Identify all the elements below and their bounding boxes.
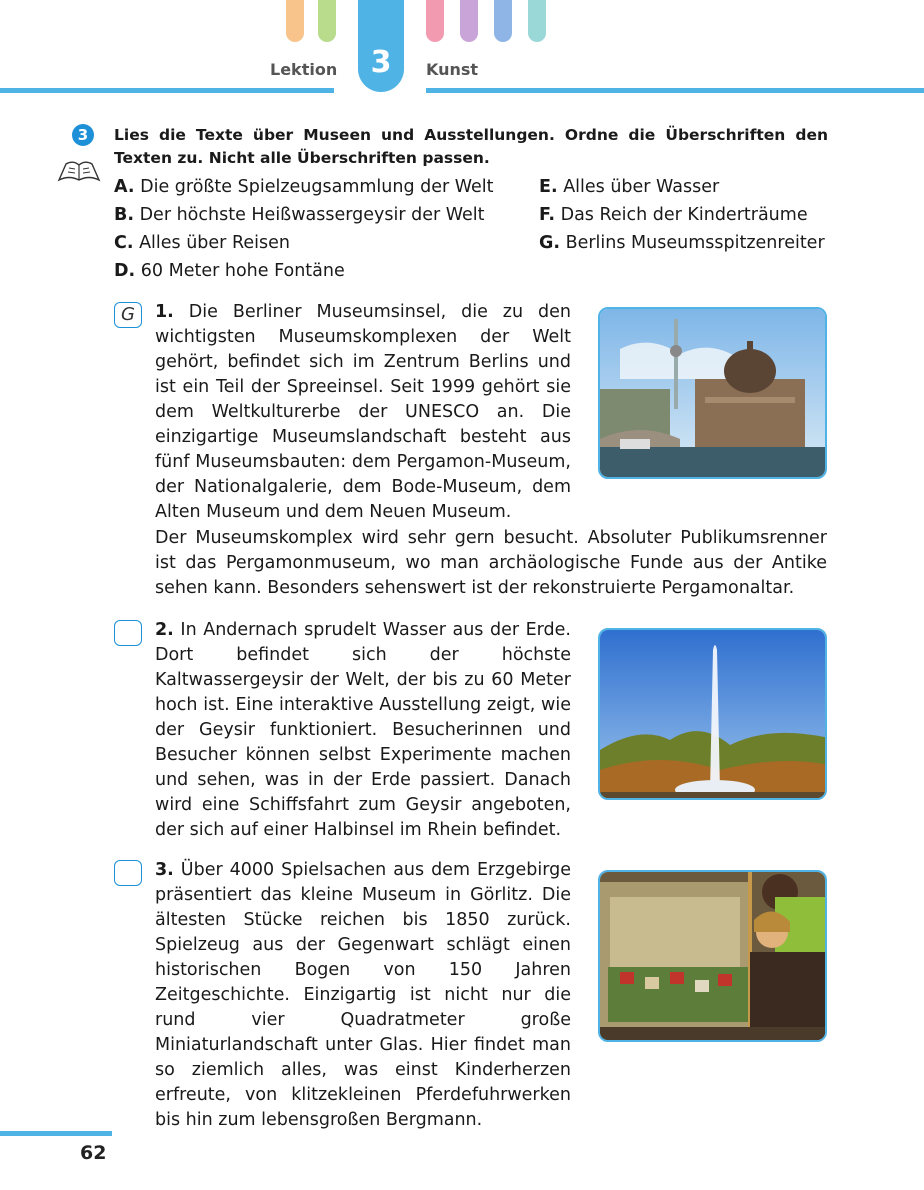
answer-box-2[interactable] — [114, 620, 142, 646]
lesson-number-badge: 3 — [358, 0, 404, 92]
headings-right — [539, 173, 825, 257]
header-tab-6 — [528, 0, 546, 42]
heading-item: E. Alles über Wasser — [539, 177, 720, 197]
geyser-photo — [598, 628, 827, 800]
page-number: 62 — [80, 1142, 107, 1164]
header-tab-5 — [494, 0, 512, 42]
header-tab-3 — [426, 0, 444, 42]
heading-item: A. Die größte Spielzeugsammlung der Welt — [114, 177, 494, 197]
heading-item: B. Der höchste Heißwassergeysir der Welt — [114, 205, 485, 225]
heading-item: D. 60 Meter hohe Fontäne — [114, 261, 345, 281]
header-line-left — [0, 88, 334, 93]
text-3-body: 3. Über 4000 Spielsachen aus dem Erzgebirge präsentiert das kleine Museum in Görlitz. Die ältesten Stücke reichen bis 1850 zurück. Spielzeug aus der Gegenwart schlägt einen historischen Bogen von 150 Jahren Zeitgeschichte. Einzigartig ist nicht nur die rund vier Quadratmeter große Miniaturlandschaft unter Glas. Hier findet man so ziemlich alles, was einst Kinderherzen erfreute, von klitzekleinen Pferdefuhrwerken bis hin zum lebensgroßen Bergmann. — [155, 860, 571, 1130]
header-tab-2 — [318, 0, 336, 42]
answer-box-3[interactable] — [114, 860, 142, 886]
text-1-continuation: Der Museumskomplex wird sehr gern besucht. Absoluter Publikumsrenner ist das Pergamonmuseum, wo man archäologische Funde aus der Antike sehen kann. Besonders sehenswert ist der rekonstruierte Pergamonaltar. — [155, 528, 827, 598]
text-1-body: 1. Die Berliner Museumsinsel, die zu den wichtigsten Museumskomplexen der Welt gehört, befindet sich im Zentrum Berlins und ist ein Teil der Spreeinsel. Seit 1999 gehört sie dem Weltkulturerbe der UNESCO an. Die einzigartige Museumslandschaft besteht aus fünf Museumsbauten: dem Pergamon-Museum, der Nationalgalerie, dem Bode-Museum, dem Alten Museum und dem Neuen Museum. — [155, 302, 571, 522]
task-instruction: Lies die Texte über Museen und Ausstellungen. Ordne die Überschriften den Texten zu. Nicht alle Überschriften passen. — [114, 126, 828, 167]
lesson-label: Lektion — [270, 60, 338, 79]
heading-item: C. Alles über Reisen — [114, 233, 290, 253]
footer-line — [0, 1131, 112, 1136]
heading-item: F. Das Reich der Kinderträume — [539, 205, 808, 225]
heading-item: G. Berlins Museumsspitzenreiter — [539, 233, 825, 253]
lesson-topic: Kunst — [426, 60, 479, 79]
toy-museum-photo — [598, 870, 827, 1042]
header-tab-1 — [286, 0, 304, 42]
headings-left — [114, 173, 494, 285]
task-number: 3 — [72, 124, 94, 146]
book-icon — [56, 156, 102, 188]
header-tab-4 — [460, 0, 478, 42]
museum-island-photo — [598, 307, 827, 479]
answer-box-1[interactable]: G — [114, 302, 142, 328]
text-2-body: 2. In Andernach sprudelt Wasser aus der Erde. Dort befindet sich der höchste Kaltwassergeysir der Welt, der bis zu 60 Meter hoch ist. Eine interaktive Ausstellung zeigt, wie der Geysir funktioniert. Besucherinnen und Besucher können selbst Experimente machen und sehen, was in der Erde passiert. Danach wird eine Schiffsfahrt zum Geysir angeboten, der sich auf einer Halbinsel im Rhein befindet. — [155, 620, 571, 840]
header-line-right — [426, 88, 924, 93]
